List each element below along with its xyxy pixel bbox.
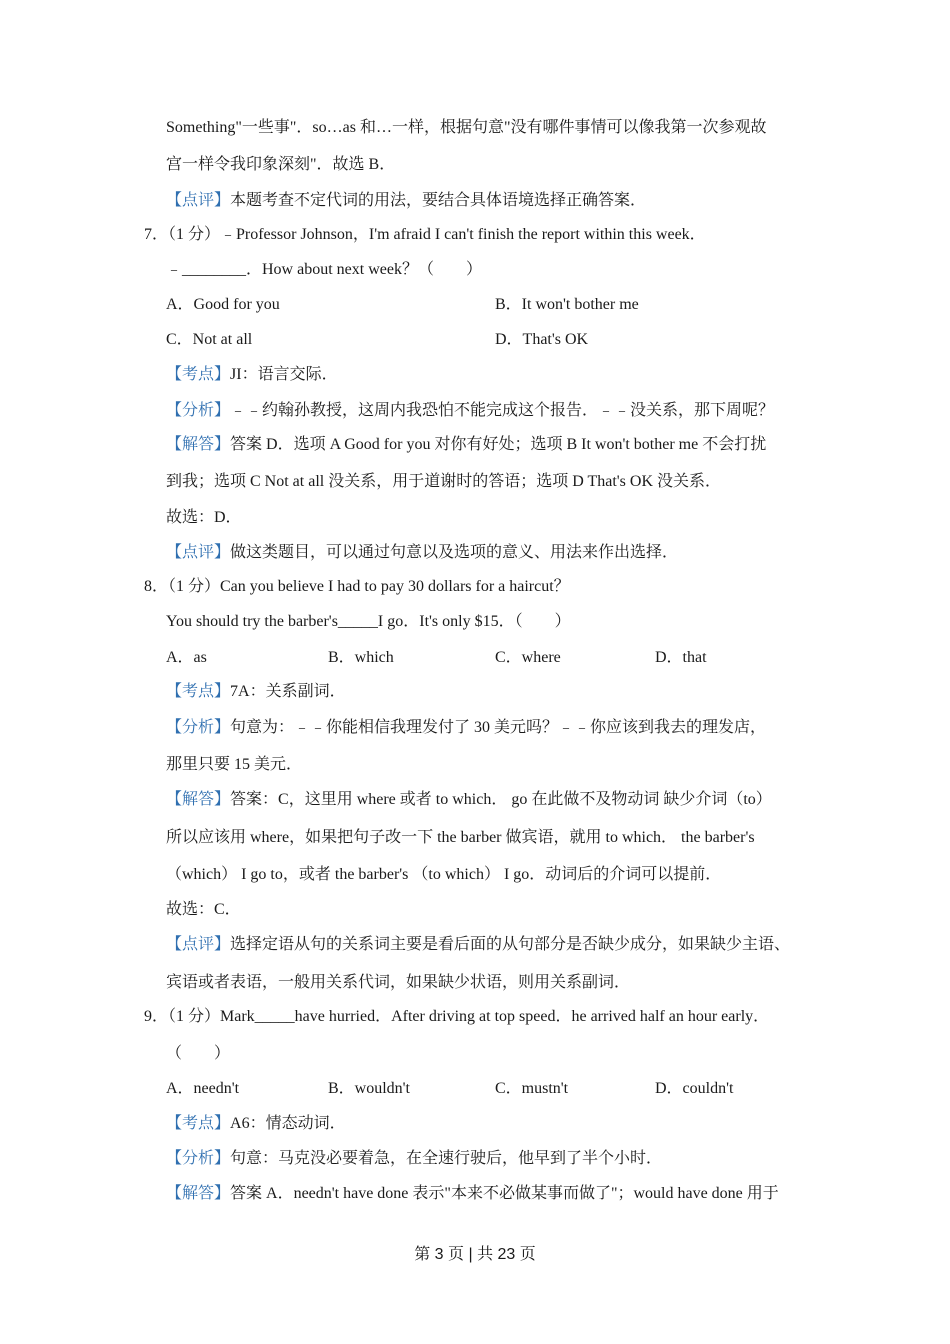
q8-option-a: A．as [166, 649, 207, 666]
q7-point-text: JI：语言交际． [230, 366, 338, 383]
page-number-footer: 第 3 页 | 共 23 页 [414, 1246, 536, 1263]
q7-point [166, 365, 338, 385]
q7-option-c: C．Not at all [166, 331, 253, 348]
comment-tag: 【点评】 [166, 936, 231, 953]
q8-point [166, 682, 346, 702]
q7-option-d: D．That's OK [495, 331, 589, 348]
analysis-tag: 【分析】 [166, 1150, 231, 1167]
q9-analysis-text: 句意：马克没必要着急，在全速行驶后，他早到了半个小时． [230, 1150, 663, 1167]
q9-analysis [166, 1149, 662, 1169]
q7-answer-line-2: 到我；选项 C Not at all 没关系，用于道谢时的答语；选项 D That's OK 没关系． [166, 473, 722, 490]
q9-stem-line-1: 9．（1 分）Mark_____have hurried．After driving at top speed．he arrived half an hour early． [144, 1008, 770, 1025]
q8-comment-line-2: 宾语或者表语，一般用关系代词，如果缺少状语，则用关系副词． [166, 974, 631, 991]
q8-comment-line-1 [166, 935, 790, 955]
q8-analysis-text-1: 句意为：﹣﹣你能相信我理发付了 30 美元吗？﹣﹣你应该到我去的理发店， [230, 719, 767, 736]
q8-option-b: B．which [328, 649, 394, 666]
q8-analysis-line-1 [166, 718, 766, 738]
q8-answer-line-2: 所以应该用 where，如果把句子改一下 the barber 做宾语，就用 to which． the barber's [166, 829, 755, 846]
q8-stem-line-2: You should try the barber's_____I go．It's only $15．（ ） [166, 613, 571, 630]
q7-option-a: A．Good for you [166, 296, 280, 313]
q9-answer-line-1 [166, 1184, 779, 1204]
q9-option-a: A．needn't [166, 1080, 240, 1097]
q7-comment [166, 543, 678, 563]
q6-explanation-line-1: Something"一些事"．so…as 和…一样，根据句意"没有哪件事情可以像我第一次参观故 [166, 119, 767, 136]
q8-option-d: D．that [655, 649, 707, 666]
q7-analysis-text: ﹣﹣约翰孙教授，这周内我恐怕不能完成这个报告．﹣﹣没关系，那下周呢？ [230, 402, 775, 419]
q7-choice: 故选：D． [166, 509, 242, 526]
q9-option-d: D．couldn't [655, 1080, 734, 1097]
q8-comment-text-1: 选择定语从句的关系词主要是看后面的从句部分是否缺少成分，如果缺少主语、 [230, 936, 791, 953]
point-tag: 【考点】 [166, 366, 231, 383]
q7-comment-text: 做这类题目，可以通过句意以及选项的意义、用法来作出选择． [230, 544, 679, 561]
point-tag: 【考点】 [166, 1115, 231, 1132]
answer-tag: 【解答】 [166, 791, 231, 808]
comment-tag: 【点评】 [166, 192, 231, 209]
q9-stem-line-2: （ ） [166, 1045, 231, 1062]
q6-comment [166, 191, 646, 211]
q9-point-text: A6：情态动词． [230, 1115, 346, 1132]
q8-point-text: 7A：关系副词． [230, 683, 346, 700]
q9-answer-text-1: 答案 A．needn't have done 表示"本来不必做某事而做了"；would have done 用于 [230, 1185, 779, 1202]
q7-stem-line-1: 7．（1 分）﹣Professor Johnson，I'm afraid I can't finish the report within this week． [144, 226, 706, 243]
q7-analysis [166, 401, 774, 421]
comment-tag: 【点评】 [166, 544, 231, 561]
q9-point [166, 1114, 346, 1134]
q8-answer-line-3: （which） I go to，或者 the barber's （to which） I go．动词后的介词可以提前． [166, 866, 722, 883]
q9-option-b: B．wouldn't [328, 1080, 411, 1097]
q8-choice: 故选：C． [166, 901, 241, 918]
answer-tag: 【解答】 [166, 436, 231, 453]
q9-option-c: C．mustn't [495, 1080, 569, 1097]
q8-answer-line-1 [166, 790, 772, 810]
q8-answer-text-1: 答案：C，这里用 where 或者 to which． go 在此做不及物动词 缺少介词（to） [230, 791, 772, 808]
q6-explanation-line-2: 宫一样令我印象深刻"．故选 B． [166, 156, 396, 173]
q8-option-c: C．where [495, 649, 561, 666]
analysis-tag: 【分析】 [166, 719, 231, 736]
q7-answer-line-1 [166, 435, 766, 455]
q6-comment-text: 本题考查不定代词的用法，要结合具体语境选择正确答案． [230, 192, 647, 209]
q7-stem-line-2: ﹣________．How about next week？（ ） [166, 261, 482, 278]
q8-stem-line-1: 8．（1 分）Can you believe I had to pay 30 dollars for a haircut？ [144, 578, 570, 595]
q8-analysis-line-2: 那里只要 15 美元． [166, 756, 303, 773]
answer-tag: 【解答】 [166, 1185, 231, 1202]
q7-answer-text-1: 答案 D．选项 A Good for you 对你有好处；选项 B It won't bother me 不会打扰 [230, 436, 767, 453]
analysis-tag: 【分析】 [166, 402, 231, 419]
q7-option-b: B．It won't bother me [495, 296, 639, 313]
point-tag: 【考点】 [166, 683, 231, 700]
